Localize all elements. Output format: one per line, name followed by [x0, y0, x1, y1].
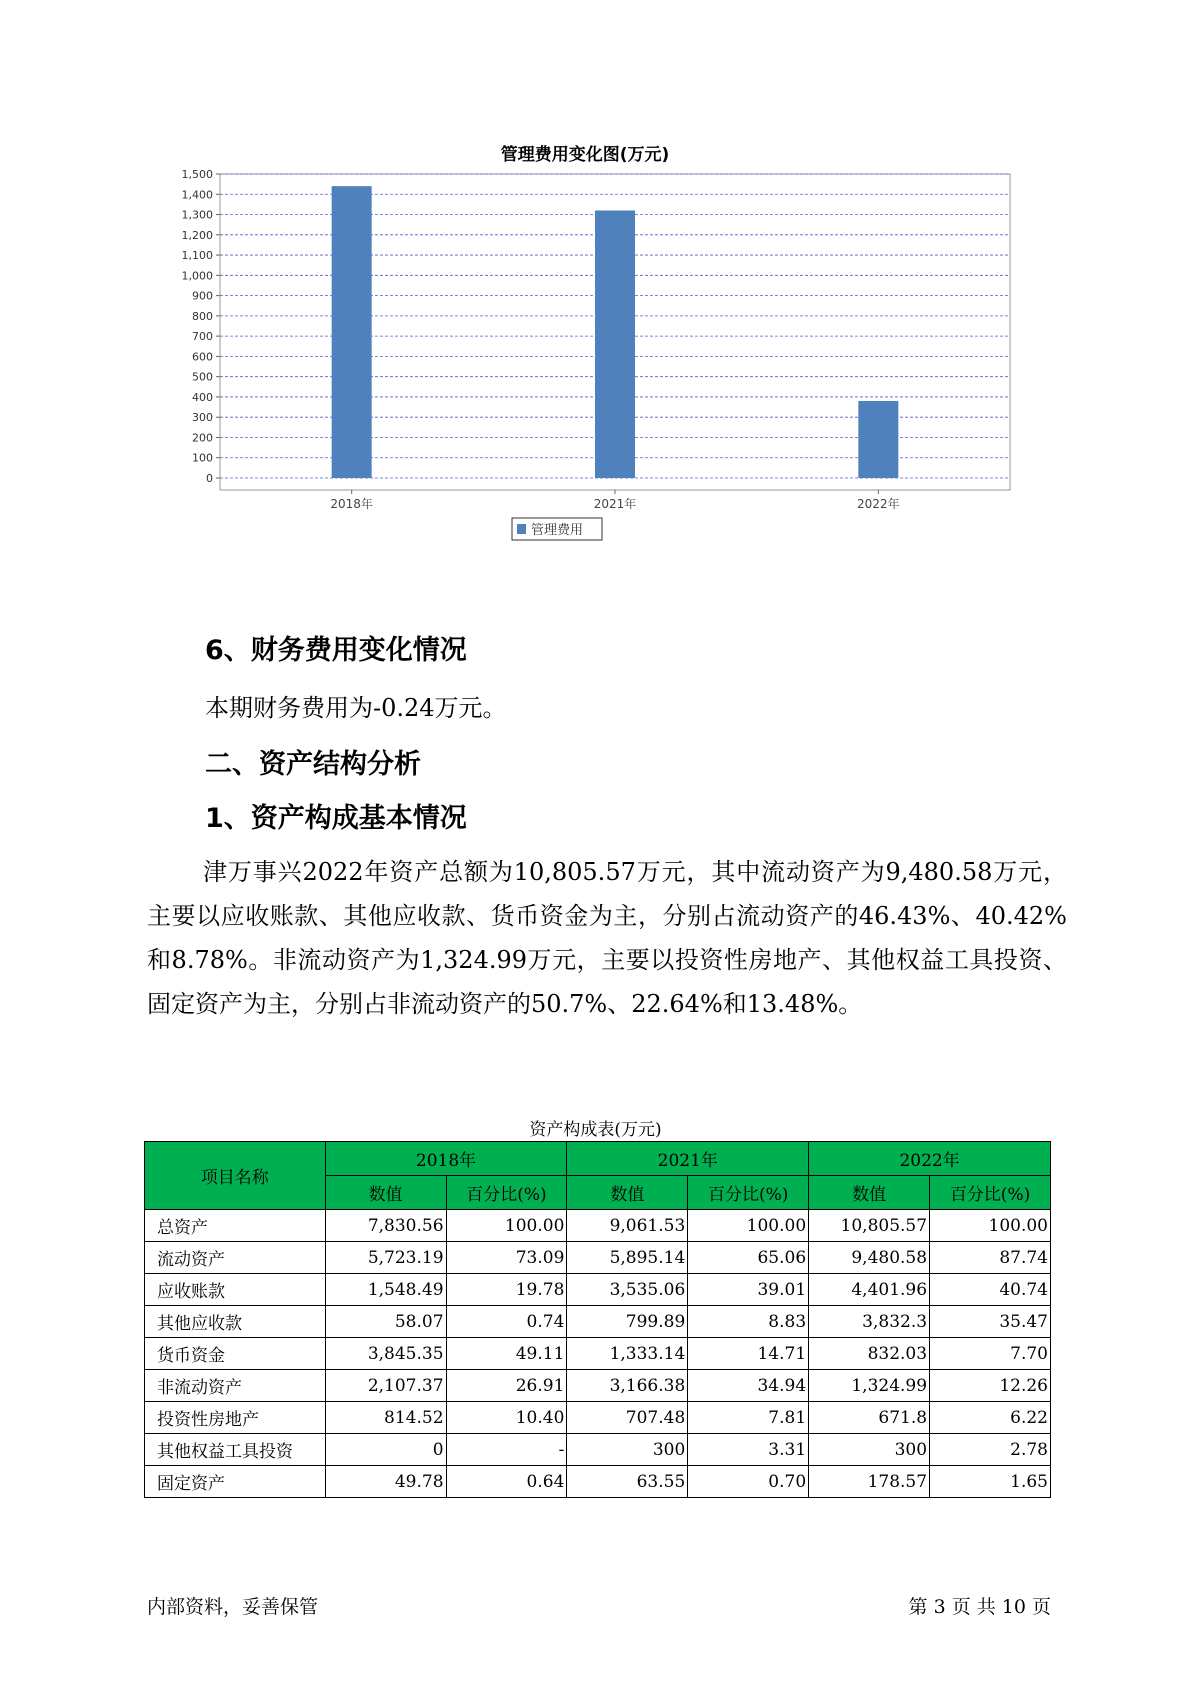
header-item-name: 项目名称	[145, 1142, 326, 1210]
header-percent: 百分比(%)	[688, 1176, 809, 1210]
y-tick-label: 1,100	[181, 249, 213, 263]
table-row	[145, 1306, 1051, 1338]
x-tick-label: 2018年	[330, 497, 373, 511]
table-row	[145, 1338, 1051, 1370]
table-row	[145, 1466, 1051, 1498]
header-year: 2021年	[567, 1142, 809, 1176]
y-tick-label: 1,200	[181, 228, 213, 242]
cell-percent: 0.70	[688, 1466, 809, 1498]
table-row	[145, 1370, 1051, 1402]
cell-percent: 65.06	[688, 1242, 809, 1274]
y-tick-label: 700	[192, 330, 213, 344]
cell-value: 3,832.3	[809, 1306, 930, 1338]
x-tick-label: 2021年	[593, 497, 637, 511]
table-row	[145, 1434, 1051, 1466]
cell-value: 49.78	[325, 1466, 446, 1498]
section-2-subheading: 1、资产构成基本情况	[205, 803, 467, 834]
header-value: 数值	[567, 1176, 688, 1210]
chart-svg	[150, 140, 1020, 600]
y-tick-label: 1,300	[181, 208, 213, 222]
y-tick-label: 1,000	[181, 269, 213, 283]
management-expense-chart	[150, 140, 1020, 600]
asset-table	[144, 1141, 1051, 1498]
y-tick-label: 1,500	[181, 168, 213, 181]
page-number: 第 3 页 共 10 页	[908, 1596, 1051, 1618]
cell-value: 10,805.57	[809, 1210, 930, 1242]
cell-percent: 10.40	[446, 1402, 567, 1434]
cell-value: 5,723.19	[325, 1242, 446, 1274]
y-tick-label: 400	[192, 390, 213, 404]
row-label: 投资性房地产	[145, 1402, 326, 1434]
cell-value: 1,324.99	[809, 1370, 930, 1402]
table-row	[145, 1402, 1051, 1434]
cell-value: 1,548.49	[325, 1274, 446, 1306]
header-value: 数值	[809, 1176, 930, 1210]
y-tick-label: 800	[192, 309, 213, 323]
table-row	[145, 1274, 1051, 1306]
cell-value: 3,166.38	[567, 1370, 688, 1402]
cell-value: 300	[567, 1434, 688, 1466]
legend-label: 管理费用	[531, 523, 584, 538]
cell-percent: 1.65	[930, 1466, 1051, 1498]
cell-value: 671.8	[809, 1402, 930, 1434]
cell-value: 832.03	[809, 1338, 930, 1370]
cell-percent: 73.09	[446, 1242, 567, 1274]
y-tick-label: 900	[192, 289, 213, 303]
cell-percent: 7.81	[688, 1402, 809, 1434]
asset-table-body	[145, 1210, 1051, 1498]
cell-percent: 34.94	[688, 1370, 809, 1402]
section-2-heading: 二、资产结构分析	[205, 749, 421, 780]
cell-percent: 0.64	[446, 1466, 567, 1498]
cell-percent: 19.78	[446, 1274, 567, 1306]
chart-title: 管理费用变化图(万元)	[500, 145, 670, 165]
cell-percent: 40.74	[930, 1274, 1051, 1306]
header-year: 2018年	[325, 1142, 567, 1176]
asset-paragraph: 津万事兴2022年资产总额为10,805.57万元，其中流动资产为9,480.58万元，主要以应收账款、其他应收款、货币资金为主，分别占流动资产的46.43%、40.42%和8.78%。非流动资产为1,324.99万元，主要以投资性房地产、其他权益工具投资、固定资产为主，分别占非流动资产的50.7%、22.64%和13.48%。	[147, 858, 1067, 1018]
row-label: 货币资金	[145, 1338, 326, 1370]
cell-percent: 12.26	[930, 1370, 1051, 1402]
section-6-heading: 6、财务费用变化情况	[205, 635, 467, 666]
cell-percent: 6.22	[930, 1402, 1051, 1434]
cell-value: 2,107.37	[325, 1370, 446, 1402]
header-value: 数值	[325, 1176, 446, 1210]
cell-value: 300	[809, 1434, 930, 1466]
cell-value: 707.48	[567, 1402, 688, 1434]
cell-percent: 26.91	[446, 1370, 567, 1402]
row-label: 其他权益工具投资	[145, 1434, 326, 1466]
cell-value: 7,830.56	[325, 1210, 446, 1242]
header-percent: 百分比(%)	[446, 1176, 567, 1210]
cell-value: 0	[325, 1434, 446, 1466]
y-tick-label: 1,400	[181, 188, 213, 202]
row-label: 流动资产	[145, 1242, 326, 1274]
header-year: 2022年	[809, 1142, 1051, 1176]
table-row	[145, 1210, 1051, 1242]
cell-percent: 3.31	[688, 1434, 809, 1466]
bar	[332, 186, 372, 478]
bar	[858, 401, 898, 478]
cell-percent: 8.83	[688, 1306, 809, 1338]
cell-percent: 87.74	[930, 1242, 1051, 1274]
table-caption: 资产构成表(万元)	[529, 1120, 662, 1140]
cell-percent: 100.00	[930, 1210, 1051, 1242]
cell-value: 5,895.14	[567, 1242, 688, 1274]
cell-value: 3,535.06	[567, 1274, 688, 1306]
header-percent: 百分比(%)	[930, 1176, 1051, 1210]
cell-percent: 100.00	[446, 1210, 567, 1242]
cell-value: 58.07	[325, 1306, 446, 1338]
cell-value: 178.57	[809, 1466, 930, 1498]
cell-value: 799.89	[567, 1306, 688, 1338]
x-tick-label: 2022年	[857, 497, 900, 511]
y-tick-label: 100	[192, 451, 213, 465]
footer-note: 内部资料，妥善保管	[147, 1596, 319, 1618]
cell-value: 9,061.53	[567, 1210, 688, 1242]
legend-swatch	[517, 524, 526, 534]
cell-percent: 0.74	[446, 1306, 567, 1338]
row-label: 固定资产	[145, 1466, 326, 1498]
y-tick-label: 500	[192, 370, 213, 384]
cell-percent: 14.71	[688, 1338, 809, 1370]
cell-value: 63.55	[567, 1466, 688, 1498]
cell-percent: -	[446, 1434, 567, 1466]
cell-percent: 100.00	[688, 1210, 809, 1242]
cell-value: 3,845.35	[325, 1338, 446, 1370]
y-tick-label: 0	[206, 472, 213, 485]
row-label: 非流动资产	[145, 1370, 326, 1402]
cell-value: 4,401.96	[809, 1274, 930, 1306]
row-label: 应收账款	[145, 1274, 326, 1306]
y-tick-label: 200	[192, 431, 213, 445]
cell-percent: 49.11	[446, 1338, 567, 1370]
cell-value: 814.52	[325, 1402, 446, 1434]
cell-percent: 35.47	[930, 1306, 1051, 1338]
table-row	[145, 1242, 1051, 1274]
section-6-text: 本期财务费用为-0.24万元。	[205, 694, 507, 722]
y-tick-label: 300	[192, 411, 213, 425]
cell-percent: 2.78	[930, 1434, 1051, 1466]
bar	[595, 210, 635, 478]
cell-percent: 7.70	[930, 1338, 1051, 1370]
row-label: 总资产	[145, 1210, 326, 1242]
row-label: 其他应收款	[145, 1306, 326, 1338]
cell-percent: 39.01	[688, 1274, 809, 1306]
cell-value: 9,480.58	[809, 1242, 930, 1274]
cell-value: 1,333.14	[567, 1338, 688, 1370]
y-tick-label: 600	[192, 350, 213, 364]
